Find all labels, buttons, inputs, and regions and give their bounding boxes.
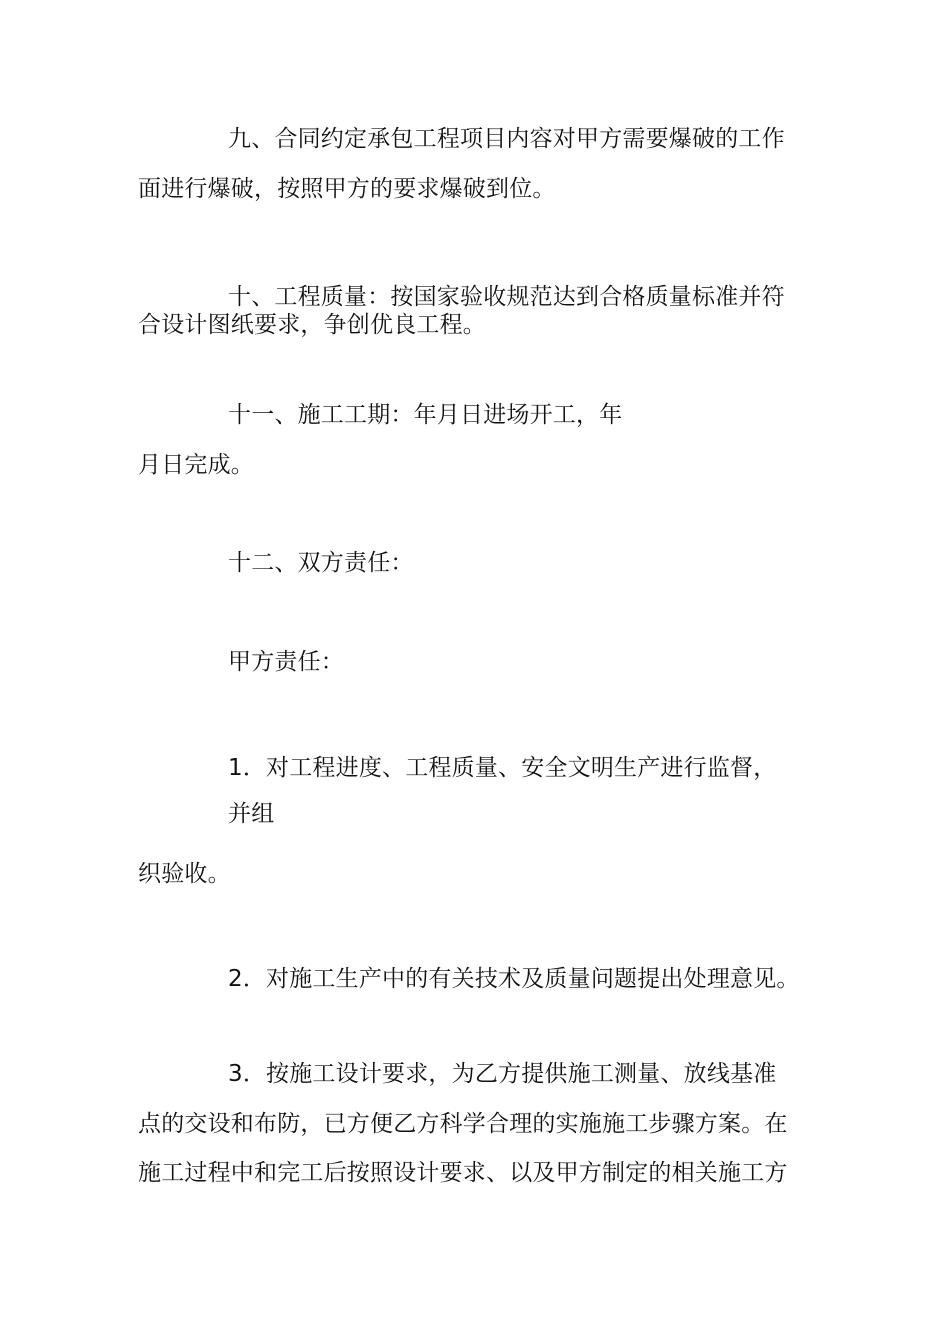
item-3-line-1: 3．按施工设计要求，为乙方提供施工测量、放线基准 <box>228 1061 777 1087</box>
item-3-line-2: 点的交设和布防，已方便乙方科学合理的实施施工步骤方案。在 <box>138 1111 788 1137</box>
clause-10-line-1: 十、工程质量：按国家验收规范达到合格质量标准并符 <box>228 284 785 310</box>
item-2-line-1: 2．对施工生产中的有关技术及质量问题提出处理意见。 <box>228 966 800 992</box>
item-3-line-3: 施工过程中和完工后按照设计要求、以及甲方制定的相关施工方 <box>138 1160 788 1186</box>
party-a-heading: 甲方责任： <box>228 649 344 675</box>
clause-10-line-2: 合设计图纸要求，争创优良工程。 <box>138 312 486 338</box>
clause-11-line-2: 月日完成。 <box>138 452 254 478</box>
clause-9-line-2: 面进行爆破，按照甲方的要求爆破到位。 <box>138 176 556 202</box>
item-1-line-3: 织验收。 <box>138 861 231 887</box>
clause-9-line-1: 九、合同约定承包工程项目内容对甲方需要爆破的工作 <box>228 126 785 152</box>
clause-12-heading: 十二、双方责任： <box>228 550 414 576</box>
item-1-line-2: 并组 <box>228 801 275 827</box>
item-1-line-1: 1．对工程进度、工程质量、安全文明生产进行监督， <box>228 755 777 781</box>
clause-11-line-1: 十一、施工工期：年月日进场开工，年 <box>228 402 623 428</box>
